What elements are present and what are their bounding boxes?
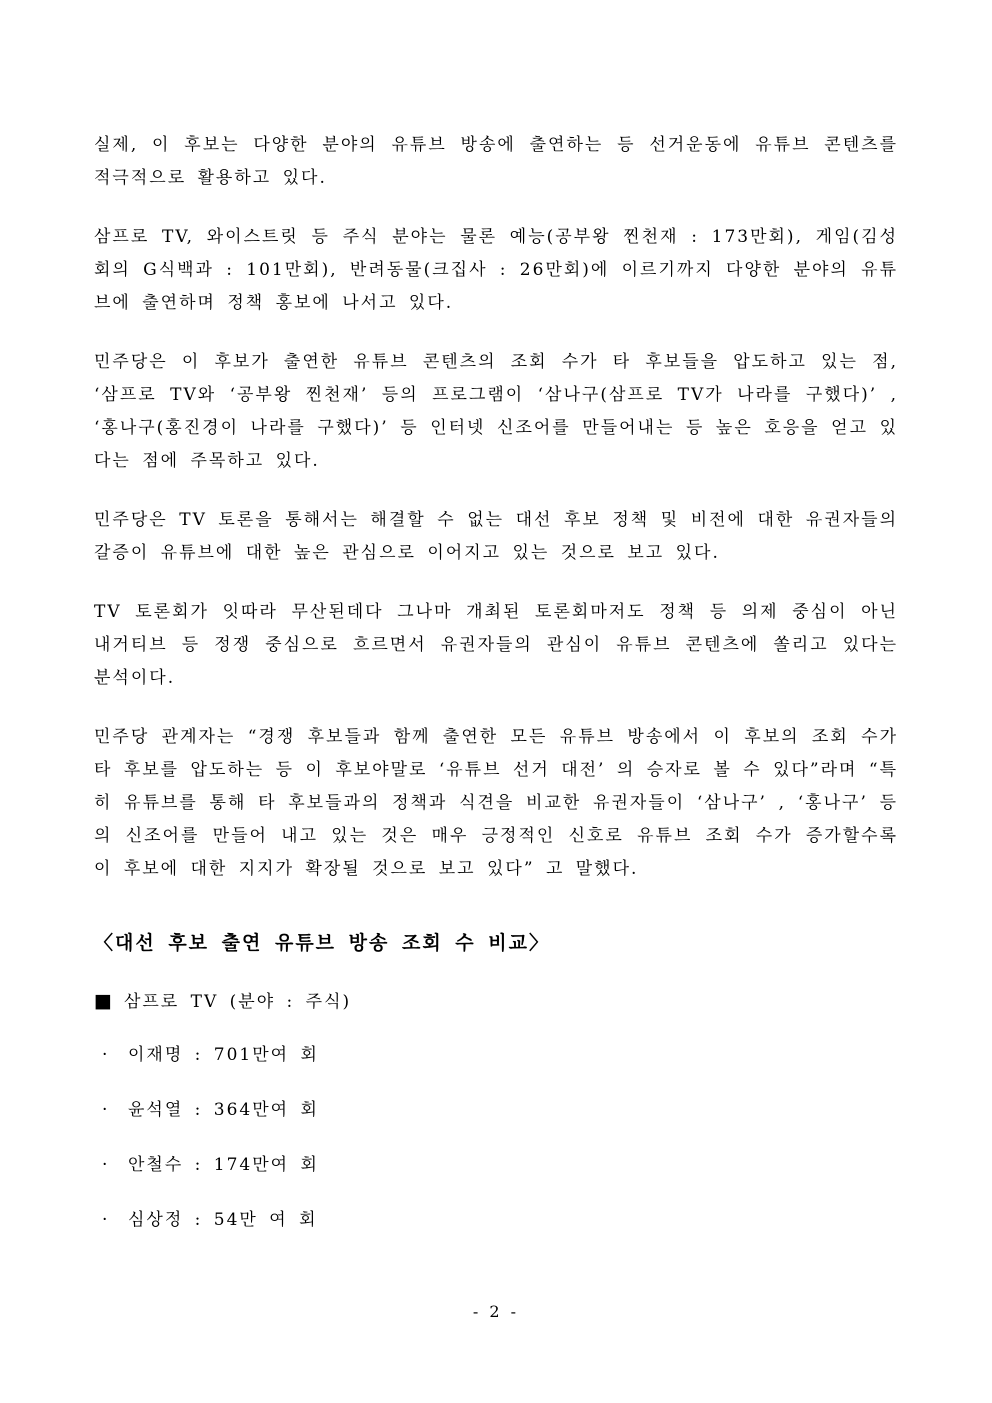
comparison-section-heading: 〈대선 후보 출연 유튜브 방송 조회 수 비교〉 — [94, 932, 550, 954]
list-item-text: 안철수 : 174만여 회 — [128, 1155, 319, 1175]
body-paragraph: 실제, 이 후보는 다양한 분야의 유튜브 방송에 출연하는 등 선거운동에 유튜브 콘텐츠를 적극적으로 활용하고 있다. — [94, 135, 898, 188]
list-item-text: 이재명 : 701만여 회 — [128, 1045, 319, 1065]
list-item-text: 윤석열 : 364만여 회 — [128, 1100, 319, 1120]
list-item — [102, 1204, 898, 1237]
list-item — [102, 1094, 898, 1127]
article-body — [94, 129, 898, 886]
list-item-text: 심상정 : 54만 여 회 — [128, 1210, 318, 1230]
comparison-list-header — [94, 985, 898, 1019]
body-paragraph: 민주당은 이 후보가 출연한 유튜브 콘텐츠의 조회 수가 타 후보들을 압도하고 있는 점, ‘삼프로 TV와 ‘공부왕 찐천재’ 등의 프로그램이 ‘삼나구(삼프로 TV가 나라를 구했다)’ , ‘홍나구(홍진경이 나라를 구했다)’ 등 인터넷 신조어를 만들어내는 등 높은 호응을 얻고 있다는 점에 주목하고 있다. — [94, 352, 898, 471]
bullet-icon: · — [102, 1155, 110, 1175]
body-paragraph: 민주당 관계자는 “경쟁 후보들과 함께 출연한 모든 유튜브 방송에서 이 후보의 조회 수가 타 후보를 압도하는 등 이 후보야말로 ‘유튜브 선거 대전’ 의 승자로 볼 수 있다”라며 “특히 유튜브를 통해 타 후보들과의 정책과 식견을 비교한 유권자들이 ‘삼나구’ , ‘홍나구’ 등의 신조어를 만들어 내고 있는 것은 매우 긍정적인 신호로 유튜브 조회 수가 증가할수록 이 후보에 대한 지지가 확장될 것으로 보고 있다” 고 말했다. — [94, 727, 898, 879]
view-count-list — [94, 1039, 898, 1237]
list-item — [102, 1039, 898, 1072]
body-paragraph: 민주당은 TV 토론을 통해서는 해결할 수 없는 대선 후보 정책 및 비전에 대한 유권자들의 갈증이 유튜브에 대한 높은 관심으로 이어지고 있는 것으로 보고 있다. — [94, 510, 898, 563]
bullet-icon: · — [102, 1100, 110, 1120]
page-number: - 2 - — [472, 1302, 520, 1321]
list-item — [102, 1149, 898, 1182]
comparison-list-header-label: 삼프로 TV (분야 : 주식) — [123, 992, 352, 1012]
bullet-icon: · — [102, 1045, 110, 1065]
bullet-icon: · — [102, 1210, 110, 1230]
body-paragraph: 삼프로 TV, 와이스트릿 등 주식 분야는 물론 예능(공부왕 찐천재 : 173만회), 게임(김성회의 G식백과 : 101만회), 반려동물(크집사 : 26만회)에 이르기까지 다양한 분야의 유튜브에 출연하며 정책 홍보에 나서고 있다. — [94, 227, 898, 313]
body-paragraph: TV 토론회가 잇따라 무산된데다 그나마 개최된 토론회마저도 정책 등 의제 중심이 아닌 내거티브 등 정쟁 중심으로 흐르면서 유권자들의 관심이 유튜브 콘텐츠에 쏠리고 있다는 분석이다. — [94, 602, 898, 688]
square-marker-icon: ■ — [94, 990, 114, 1012]
